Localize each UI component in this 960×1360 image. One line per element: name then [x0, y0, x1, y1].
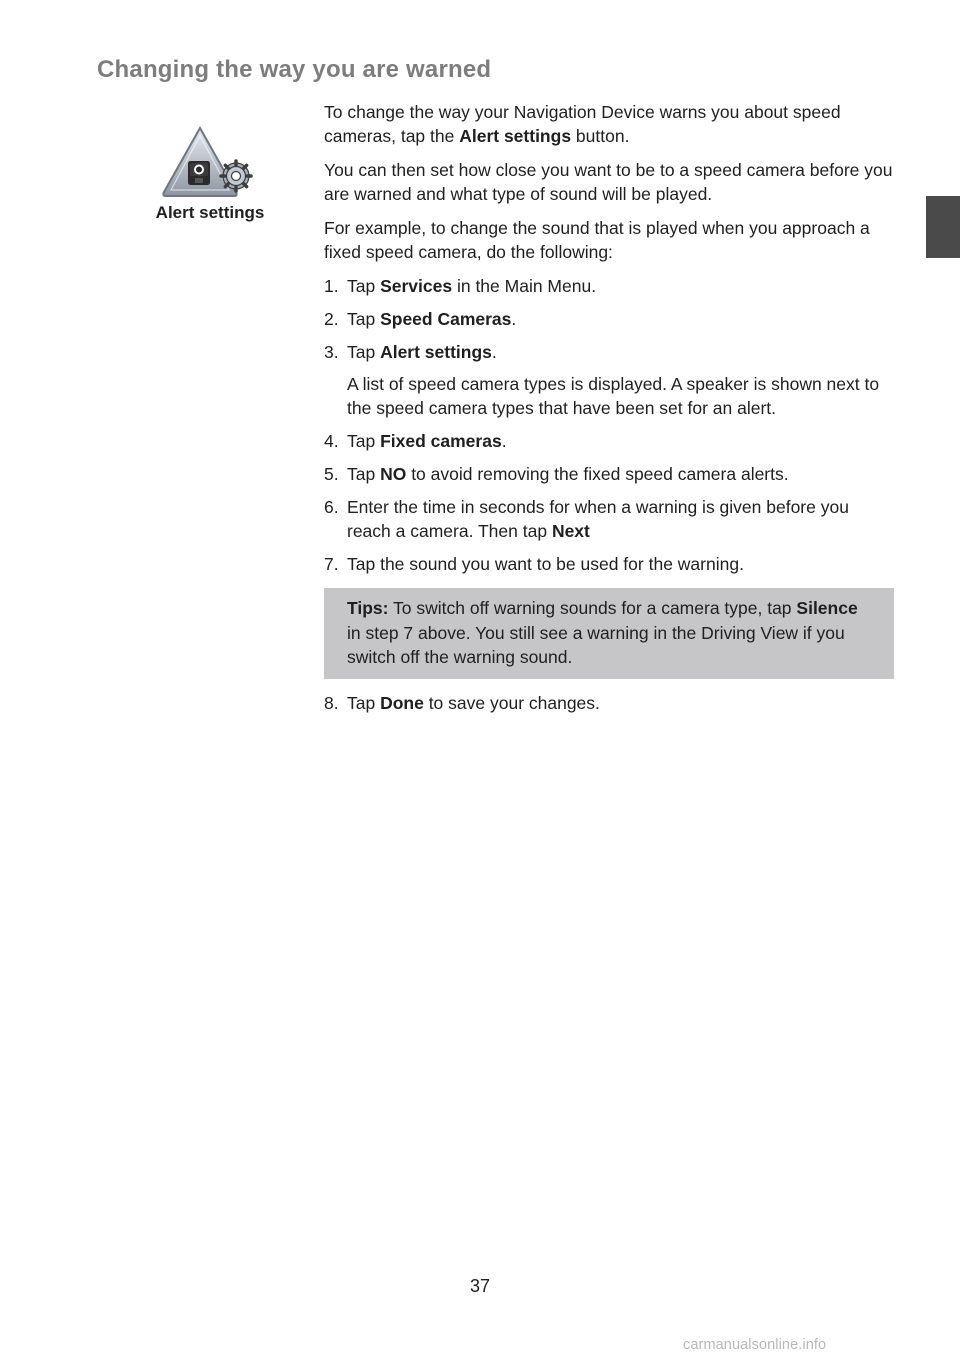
step-text: Tap [347, 464, 381, 484]
step-note: A list of speed camera types is displayed. A speaker is shown next to the speed camera types that have been set for an alert. [347, 374, 880, 418]
step-text: . [501, 431, 507, 451]
intro-paragraph-1 [324, 100, 894, 148]
chapter-tab-marker [926, 196, 960, 258]
section-title: Changing the way you are warned [97, 56, 492, 83]
step-text: Tap [347, 692, 381, 713]
step-item [324, 691, 894, 715]
step-text: Tap [347, 431, 381, 451]
intro-paragraph-2 [324, 158, 894, 206]
step-bold: Next [551, 521, 590, 541]
watermark: carmanualsonline.info [683, 1337, 827, 1353]
step-number: 8. [324, 692, 339, 713]
step-number: 4. [324, 431, 339, 451]
step-text: to avoid removing the fixed speed camera alerts. [406, 464, 789, 484]
step-text: . [491, 342, 497, 362]
step-text: . [511, 309, 517, 329]
step-number: 7. [324, 554, 339, 574]
intro-text: You can then set how close you want to be to a speed camera before you are warned and what type of sound will be played. [324, 160, 893, 204]
step-item [324, 429, 894, 453]
step-bold: NO [380, 464, 407, 484]
step-bold: Services [380, 276, 453, 296]
tips-bold: Silence [796, 598, 858, 618]
tips-text: in step 7 above. You still see a warning in the Driving View if you switch off the warning sound. [347, 622, 845, 667]
step-text: in the Main Menu. [452, 276, 597, 296]
step-number: 1. [324, 276, 339, 296]
step-bold: Fixed cameras [380, 431, 502, 451]
main-content [324, 100, 894, 724]
step-item [324, 495, 894, 543]
alert-settings-label: Alert settings [155, 203, 265, 222]
step-number: 6. [324, 497, 339, 517]
tips-text: To switch off warning sounds for a camera type, tap [388, 598, 797, 618]
steps-list [324, 274, 894, 576]
step-text: Enter the time in seconds for when a warning is given before you reach a camera. Then tap [347, 497, 849, 541]
step-item [324, 552, 894, 576]
step-text: Tap [347, 276, 381, 296]
step-item [324, 307, 894, 331]
step-bold: Speed Cameras [380, 309, 512, 329]
step-text: Tap [347, 309, 381, 329]
step-number: 2. [324, 309, 339, 329]
tips-box [324, 588, 894, 679]
intro-bold: Alert settings [459, 126, 572, 146]
step-number: 3. [324, 342, 339, 362]
intro-text: button. [571, 126, 630, 146]
step-text: Tap the sound you want to be used for the warning. [347, 554, 744, 574]
step-text: Tap [347, 342, 381, 362]
alert-settings-button[interactable] [140, 124, 280, 222]
step-bold: Alert settings [380, 342, 492, 362]
step-bold: Done [380, 692, 424, 713]
intro-text: For example, to change the sound that is played when you approach a fixed speed camera, do the following: [324, 218, 870, 262]
final-steps-list [324, 691, 894, 715]
tips-label: Tips: [347, 598, 389, 618]
step-number: 5. [324, 464, 339, 484]
intro-paragraph-3 [324, 216, 894, 264]
page-number: 37 [469, 1276, 491, 1296]
step-item [324, 274, 894, 298]
intro-text: To change the way your Navigation Device warns you about speed cameras, tap the [324, 102, 841, 146]
step-item [324, 462, 894, 486]
step-text: to save your changes. [423, 692, 600, 713]
step-item [324, 340, 894, 420]
speed-camera-gear-icon [160, 124, 260, 198]
